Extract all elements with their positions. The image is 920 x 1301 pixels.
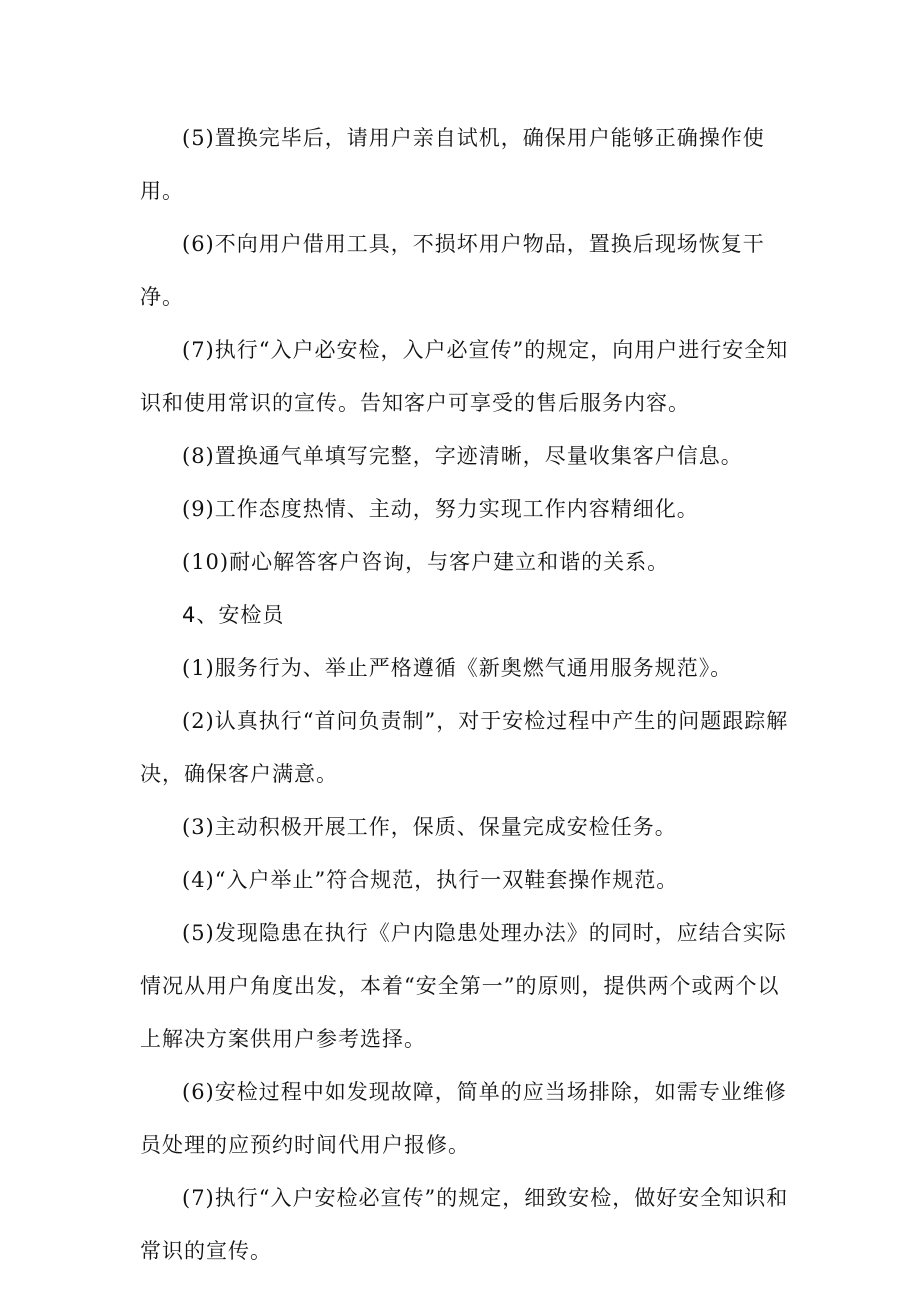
paragraph-s3-item-7: (7)执行“入户必安检，入户必宣传”的规定，向用户进行安全知识和使用常识的宣传。告知客户可享受的售后服务内容。 [140,338,789,415]
paragraph-s4-item-2: (2)认真执行“首问负责制”，对于安检过程中产生的问题跟踪解决，确保客户满意。 [140,709,789,786]
paragraph-s3-item-6: (6)不向用户借用工具，不损坏用户物品，置换后现场恢复干净。 [140,232,765,309]
section-heading-inspector: 4、安检员 [182,603,285,627]
paragraph-s4-item-3: (3)主动积极开展工作，保质、保量完成安检任务。 [182,815,677,839]
paragraph-s3-item-9: (9)工作态度热情、主动，努力实现工作内容精细化。 [182,497,699,521]
paragraph-s3-item-8: (8)置换通气单填写完整，字迹清晰，尽量收集客户信息。 [182,444,743,468]
paragraph-s4-item-1: (1)服务行为、举止严格遵循《新奥燃气通用服务规范》。 [182,656,733,680]
paragraph-s3-item-10: (10)耐心解答客户咨询，与客户建立和谐的关系。 [182,550,670,574]
document-body [140,112,800,1278]
paragraph-s4-item-4: (4)“入户举止”符合规范，执行一双鞋套操作规范。 [182,868,679,892]
paragraph-s4-item-7: (7)执行“入户安检必宣传”的规定，细致安检，做好安全知识和常识的宣传。 [140,1186,789,1263]
paragraph-s4-item-5: (5)发现隐患在执行《户内隐患处理办法》的同时，应结合实际情况从用户角度出发，本着“安全第一”的原则，提供两个或两个以上解决方案供用户参考选择。 [140,921,787,1051]
paragraph-s4-item-6: (6)安检过程中如发现故障，简单的应当场排除，如需专业维修员处理的应预约时间代用户报修。 [140,1080,787,1157]
paragraph-s3-item-5: (5)置换完毕后，请用户亲自试机，确保用户能够正确操作使用。 [140,126,765,203]
